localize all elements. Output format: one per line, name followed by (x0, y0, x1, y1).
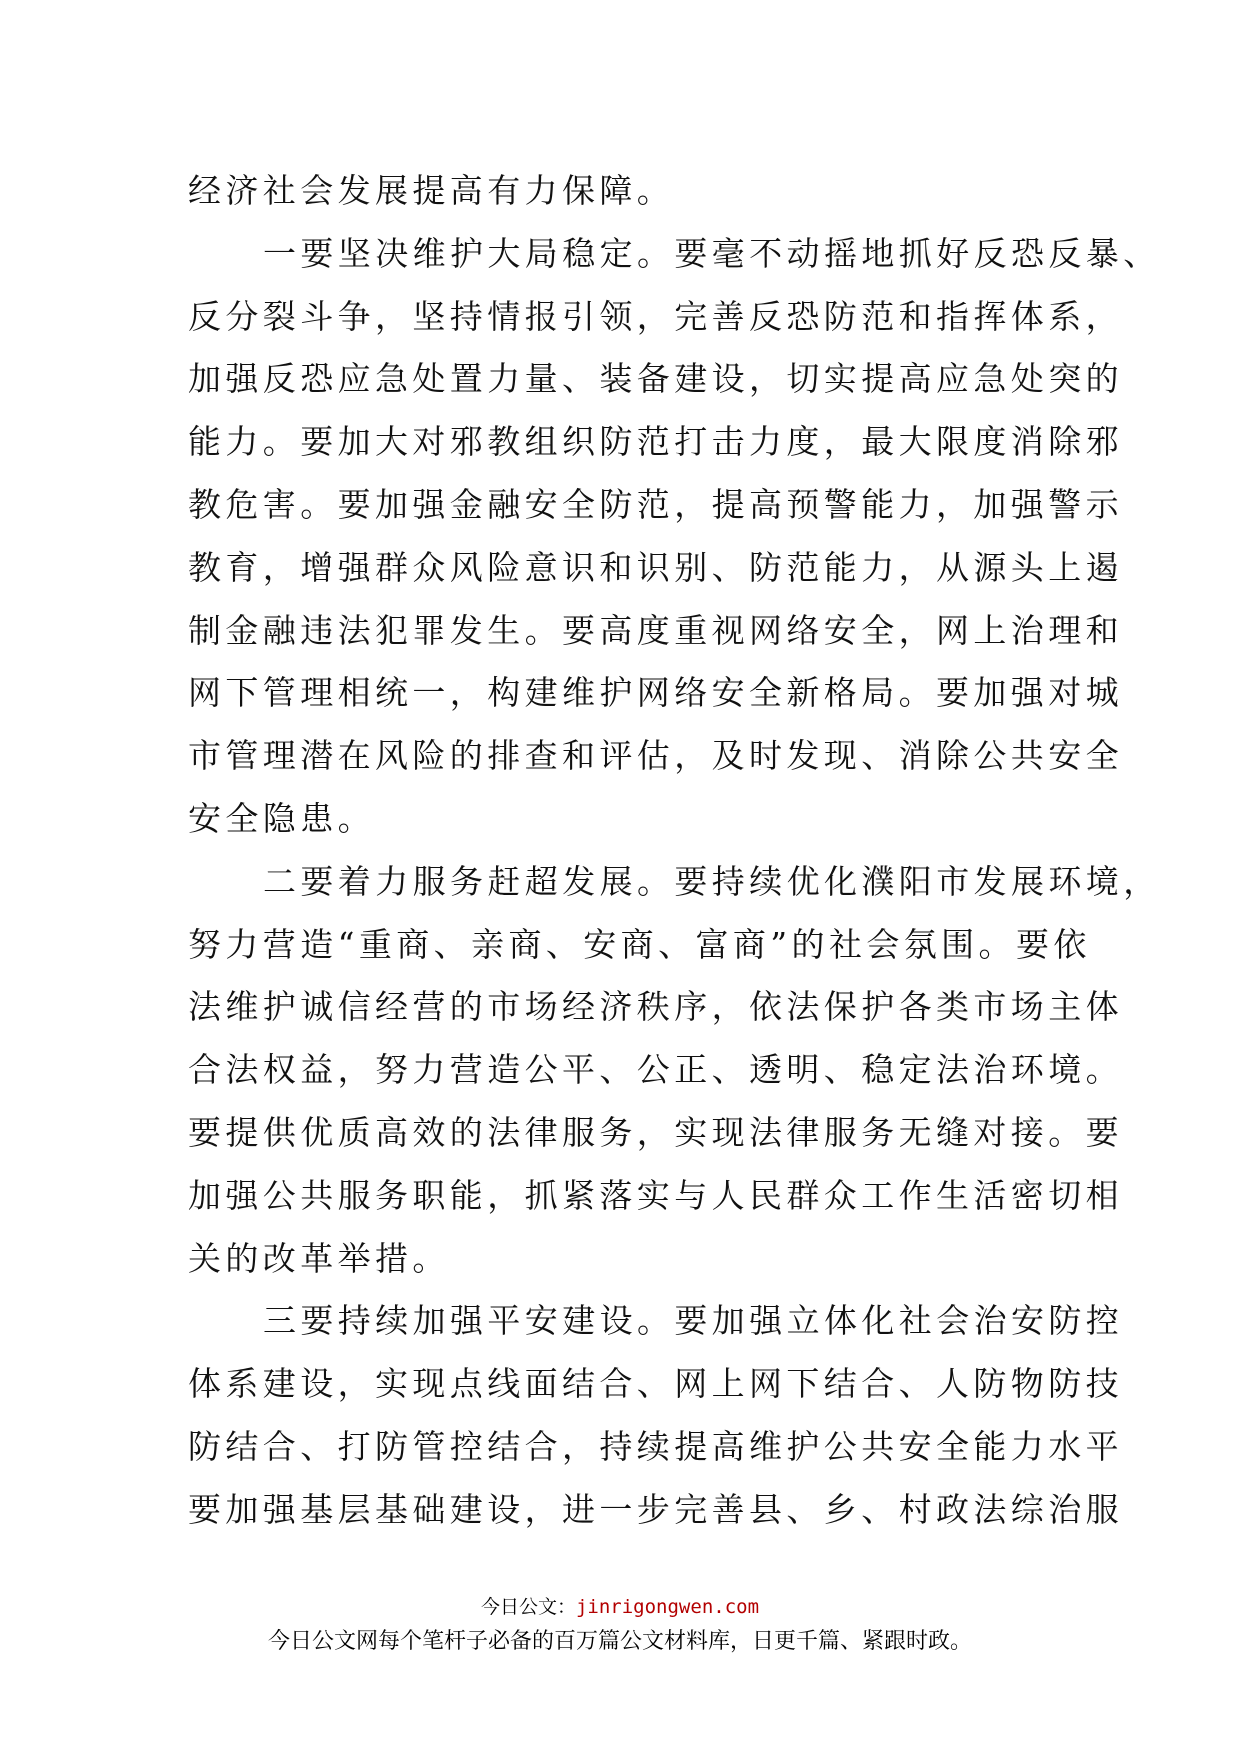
text-line: 安全隐患。 (188, 798, 375, 838)
text-line: 体系建设，实现点线面结合、网上网下结合、人防物防技 (188, 1364, 1123, 1404)
footer-site-line (0, 1594, 1240, 1620)
paragraph-first-line: 一要坚决维护大局稳定。要毫不动摇地抓好反恐反暴、 (263, 233, 1161, 273)
text-line: 教危害。要加强金融安全防范，提高预警能力，加强警示 (188, 484, 1123, 524)
text-line: 合法权益，努力营造公平、公正、透明、稳定法治环境。 (188, 1050, 1123, 1090)
footer-site-label: 今日公文： (480, 1596, 576, 1618)
paragraph-first-line: 二要着力服务赶超发展。要持续优化濮阳市发展环境， (263, 861, 1161, 901)
document-body (188, 160, 1161, 1542)
text-line: 制金融违法犯罪发生。要高度重视网络安全，网上治理和 (188, 610, 1123, 650)
text-line: 关的改革举措。 (188, 1238, 450, 1278)
text-line: 努力营造“重商、亲商、安商、富商”的社会氛围。要依 (188, 924, 1091, 964)
text-line: 网下管理相统一，构建维护网络安全新格局。要加强对城 (188, 673, 1123, 713)
footer-site-link[interactable]: jinrigongwen.com (575, 1596, 760, 1618)
text-line: 教育，增强群众风险意识和识别、防范能力，从源头上遏 (188, 547, 1123, 587)
text-line: 经济社会发展提高有力保障。 (188, 171, 675, 210)
text-line: 要加强基层基础建设，进一步完善县、乡、村政法综治服 (188, 1489, 1123, 1529)
footer-slogan: 今日公文网每个笔杆子必备的百万篇公文材料库，日更千篇、紧跟时政。 (267, 1629, 972, 1654)
text-line: 防结合、打防管控结合，持续提高维护公共安全能力水平 (188, 1426, 1123, 1466)
text-line: 市管理潜在风险的排查和评估，及时发现、消除公共安全 (188, 736, 1123, 776)
text-line: 法维护诚信经营的市场经济秩序，依法保护各类市场主体 (188, 987, 1123, 1027)
text-line: 反分裂斗争，坚持情报引领，完善反恐防范和指挥体系， (188, 296, 1123, 336)
text-line: 加强公共服务职能，抓紧落实与人民群众工作生活密切相 (188, 1175, 1123, 1215)
text-line: 加强反恐应急处置力量、装备建设，切实提高应急处突的 (188, 359, 1123, 399)
paragraph-first-line: 三要持续加强平安建设。要加强立体化社会治安防控 (263, 1301, 1124, 1341)
text-line: 能力。要加大对邪教组织防范打击力度，最大限度消除邪 (188, 422, 1123, 462)
text-line: 要提供优质高效的法律服务，实现法律服务无缝对接。要 (188, 1112, 1123, 1152)
